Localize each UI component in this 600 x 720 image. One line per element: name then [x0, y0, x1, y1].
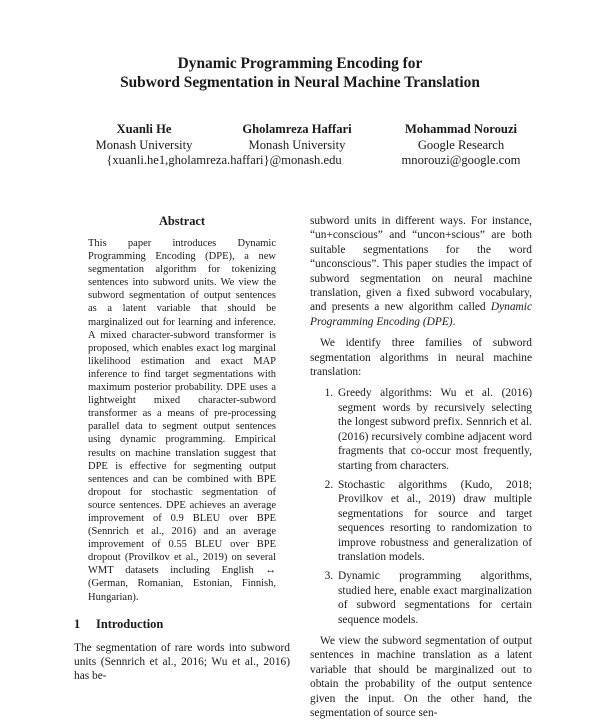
title-line-1: Dynamic Programming Encoding for [177, 55, 423, 72]
list-item: 3. Dynamic programming algorithms, studied here, enable exact marginalization of subword segmentations for certain sequence models. [336, 569, 532, 627]
email-monash: {xuanli.he1,gholamreza.haffari}@monash.edu [106, 153, 342, 167]
paper-title [0, 54, 600, 92]
author-affiliation: Monash University [95, 137, 193, 152]
section-title: Introduction [96, 616, 164, 631]
abstract-text: This paper introduces Dynamic Programming Encoding (DPE), a new segmentation algorithm for tokenizing sentences into subword units. We view the subword segmentation of output sentences as a latent variable that should be marginalized out for learning and inference. A mixed character-subword transformer is proposed, which enables exact log marginal likelihood estimation and exact MAP inference to find target segmentations with maximum posterior probability. DPE uses a lightweight mixed character-subword transformer as a means of pre-processing parallel data to segment output sentences using dynamic programming. Empirical results on machine translation suggest that DPE is effective for segmenting output sentences and can be combined with BPE dropout for stochastic segmentation of source sentences. DPE achieves an average improvement of 0.9 BLEU over BPE (Sennrich et al., 2016) and an average improvement of 0.55 BLEU over BPE dropout (Provilkov et al., 2019) on several WMT datasets including English ↔ (German, Romanian, Estonian, Finnish, Hungarian). [88, 238, 276, 603]
author-affiliation: Monash University [248, 137, 346, 152]
section-number: 1 [74, 616, 81, 631]
title-line-2: Subword Segmentation in Neural Machine Translation [120, 74, 480, 91]
author-3 [386, 122, 536, 153]
author-affiliation: Google Research [417, 137, 505, 152]
right-column [310, 214, 532, 719]
emphasis-text: Dynamic Programming Encoding (DPE) [310, 301, 532, 328]
author-2 [222, 122, 372, 153]
email-google: mnorouzi@google.com [401, 153, 521, 167]
abstract-heading: Abstract [158, 214, 206, 228]
author-name: Xuanli He [116, 122, 172, 136]
right-paragraph-3: We view the subword segmentation of output sentences in machine translation as a latent variable that should be marginalized out to obtain the probability of the output sentence given the input. On the other hand, the segmentation of source sen- [310, 634, 532, 719]
intro-text: The segmentation of rare words into subword units (Sennrich et al., 2016; Wu et al., 2016) has be- [74, 641, 290, 683]
section-heading-introduction [74, 617, 290, 632]
list-item: 1. Greedy algorithms: Wu et al. (2016) segment words by recursively selecting the longest subword prefix. Sennrich et al. (2016) recursively combine adjacent word fragments that co-occur most frequently, starting from characters. [336, 386, 532, 472]
author-name: Gholamreza Haffari [242, 122, 352, 136]
list-item: 2. Stochastic algorithms (Kudo, 2018; Provilkov et al., 2019) draw multiple segmentations for source and target sequences resorting to randomization to improve robustness and generalization of translation models. [336, 478, 532, 564]
right-paragraph-2: We identify three families of subword segmentation algorithms in neural machine translation: [310, 337, 532, 379]
paragraph-text: subword units in different ways. For instance, “un+conscious” and “uncon+scious” are both suitable segmentations for the word “unconscious”. This paper studies the impact of subword segmentation on neural machine translation, given a fixed subword vocabulary, and presents a new algorithm called [310, 215, 532, 314]
right-paragraph-1 [310, 214, 532, 329]
left-column [74, 214, 290, 684]
algorithm-families-list [310, 386, 532, 627]
author-name: Mohammad Norouzi [404, 122, 518, 136]
author-1 [78, 122, 210, 153]
paragraph-text: . [452, 315, 456, 328]
